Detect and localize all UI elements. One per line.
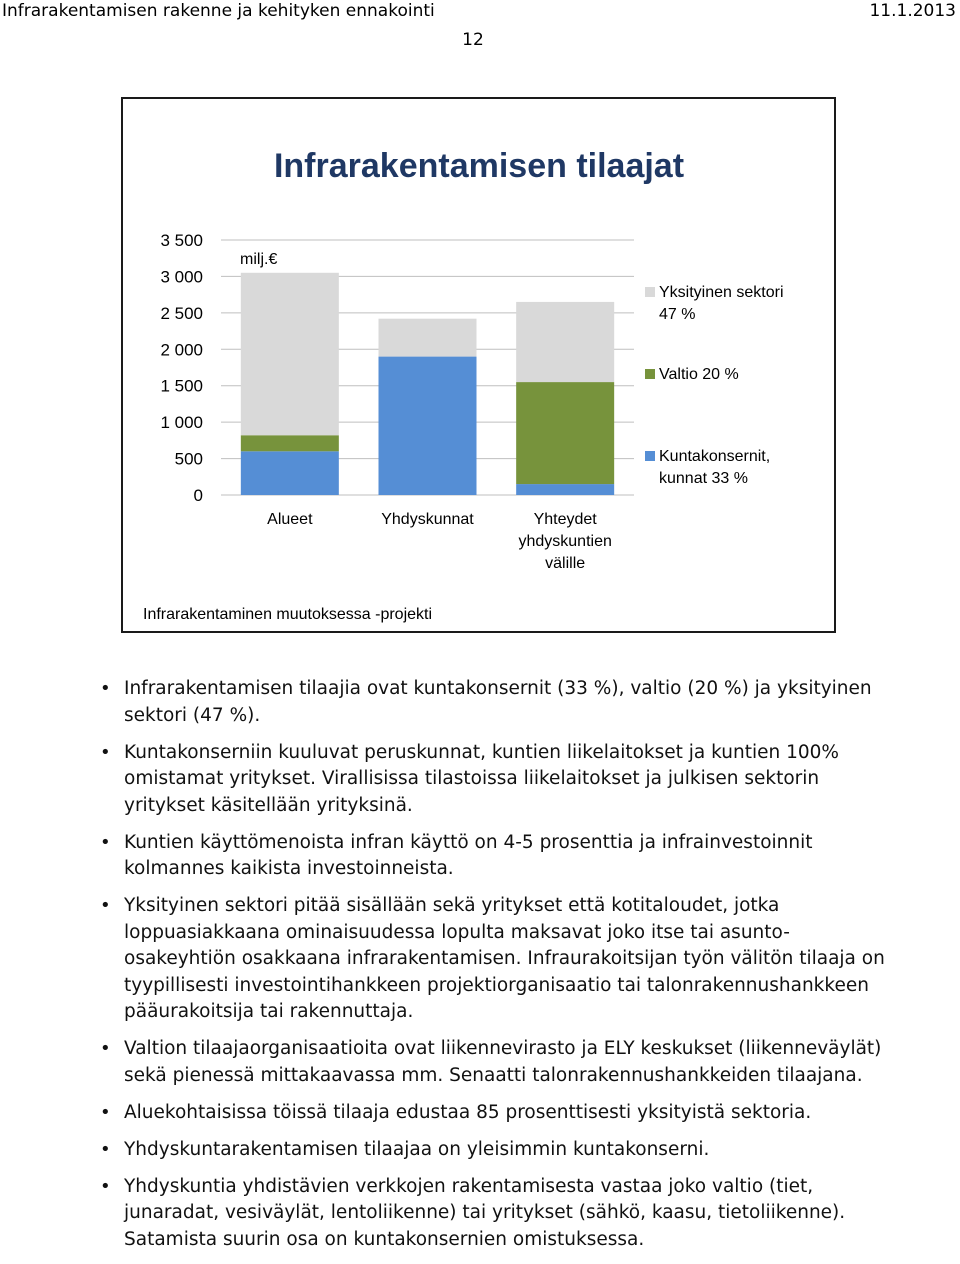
bullet-dot: • [100,1101,111,1123]
y-tick-label: 500 [174,449,203,469]
y-tick-label: 3 000 [160,267,203,287]
legend-label: Valtio 20 % [659,366,739,383]
y-tick-label: 2 500 [160,303,203,323]
bullet-item [96,893,886,1026]
bullet-dot: • [100,1038,111,1059]
chart-frame [121,97,836,633]
stacked-bar-chart [123,99,834,631]
bar-segment [516,382,614,484]
chart-footer: Infrarakentaminen muutoksessa -projekti [143,606,433,623]
bullet-dot: • [100,1138,111,1160]
chart-title: Infrarakentamisen tilaajat [273,147,685,185]
legend-label: kunnat 33 % [659,470,748,487]
bullet-text: Yhdyskuntia yhdistävien verkkojen rakentamisesta vastaa joko valtio (tiet, junaradat, vesiväylät, lentoliikenne) tai yritykset (sähkö, kaasu, tietoliikenne). Satamista suurin osa on kuntakonsernien omistuksessa. [124,1175,846,1250]
legend-label: Kuntakonsernit, [659,448,771,465]
page-header [0,0,960,24]
bar-segment [241,451,339,495]
y-tick-label: 2 000 [160,340,203,360]
bullet-dot: • [100,678,111,699]
bullet-dot: • [100,741,111,763]
bullet-text: Aluekohtaisissa töissä tilaaja edustaa 85 prosenttisesti yksityistä sektoria. [124,1101,812,1123]
bullet-dot: • [100,831,111,853]
legend-swatch [645,451,655,461]
bullet-dot: • [100,895,111,916]
legend-label: Yksityinen sektori [659,284,784,301]
x-tick-label: yhdyskuntien [518,533,612,550]
bullet-item [96,1100,886,1127]
bullet-text: Yksityinen sektori pitää sisällään sekä yritykset että kotitaloudet, jotka loppuasiakkaana ominaisuudessa lopulta maksavat joko itse tai asunto-osakeyhtiön osakkaana infrarakentamisen. Infraurakoitsijan työn välitön tilaaja on tyypillisesti investointihankkeen projektiorganisaatio tai talonrakennushankkeen pääurakoitsija tai rakennuttaja. [124,895,885,1022]
bullet-dot: • [100,1175,111,1197]
bullet-item [96,740,886,820]
document-title: Infrarakentamisen rakenne ja kehityken ennakointi [2,1,435,21]
y-tick-label: 1 000 [160,413,203,433]
bullet-text: Kuntien käyttömenoista infran käyttö on 4-5 prosenttia ja infrainvestoinnit kolmannes kaikista investoinneista. [124,831,813,879]
x-tick-label: Alueet [267,511,313,528]
bullet-list [96,676,886,1264]
document-date: 11.1.2013 [869,1,956,21]
legend-swatch [645,287,655,297]
bullet-item [96,676,886,729]
bar-segment [379,319,477,357]
page-number: 12 [462,30,484,50]
x-tick-label: välille [545,555,586,572]
x-tick-label: Yhdyskunnat [381,511,474,528]
bar-segment [516,484,614,495]
bullet-item [96,830,886,883]
bullet-text: Kuntakonserniin kuuluvat peruskunnat, kuntien liikelaitokset ja kuntien 100% omistamat yritykset. Virallisissa tilastoissa liikelaitokset ja julkisen sektorin yritykset käsitellään yrityksinä. [124,741,840,816]
bar-segment [516,302,614,382]
bar-segment [241,435,339,451]
bullet-item [96,1174,886,1254]
bullet-text: Infrarakentamisen tilaajia ovat kuntakonsernit (33 %), valtio (20 %) ja yksityinen sektori (47 %). [124,678,872,726]
bullet-item [96,1036,886,1089]
legend-swatch [645,369,655,379]
legend-label: 47 % [659,306,696,323]
unit-label: milj.€ [240,251,278,268]
bullet-text: Valtion tilaajaorganisaatioita ovat liikennevirasto ja ELY keskukset (liikenneväylät) sekä pienessä mittakaavassa mm. Senaatti talonrakennushankkeiden tilaajana. [124,1038,882,1086]
y-tick-label: 3 500 [160,231,203,250]
y-tick-label: 1 500 [160,376,203,396]
y-tick-label: 0 [193,486,203,505]
bullet-text: Yhdyskuntarakentamisen tilaajaa on yleisimmin kuntakonserni. [124,1138,710,1160]
bar-segment [379,357,477,495]
bullet-item [96,1137,886,1164]
x-tick-label: Yhteydet [533,511,597,528]
bar-segment [241,273,339,435]
